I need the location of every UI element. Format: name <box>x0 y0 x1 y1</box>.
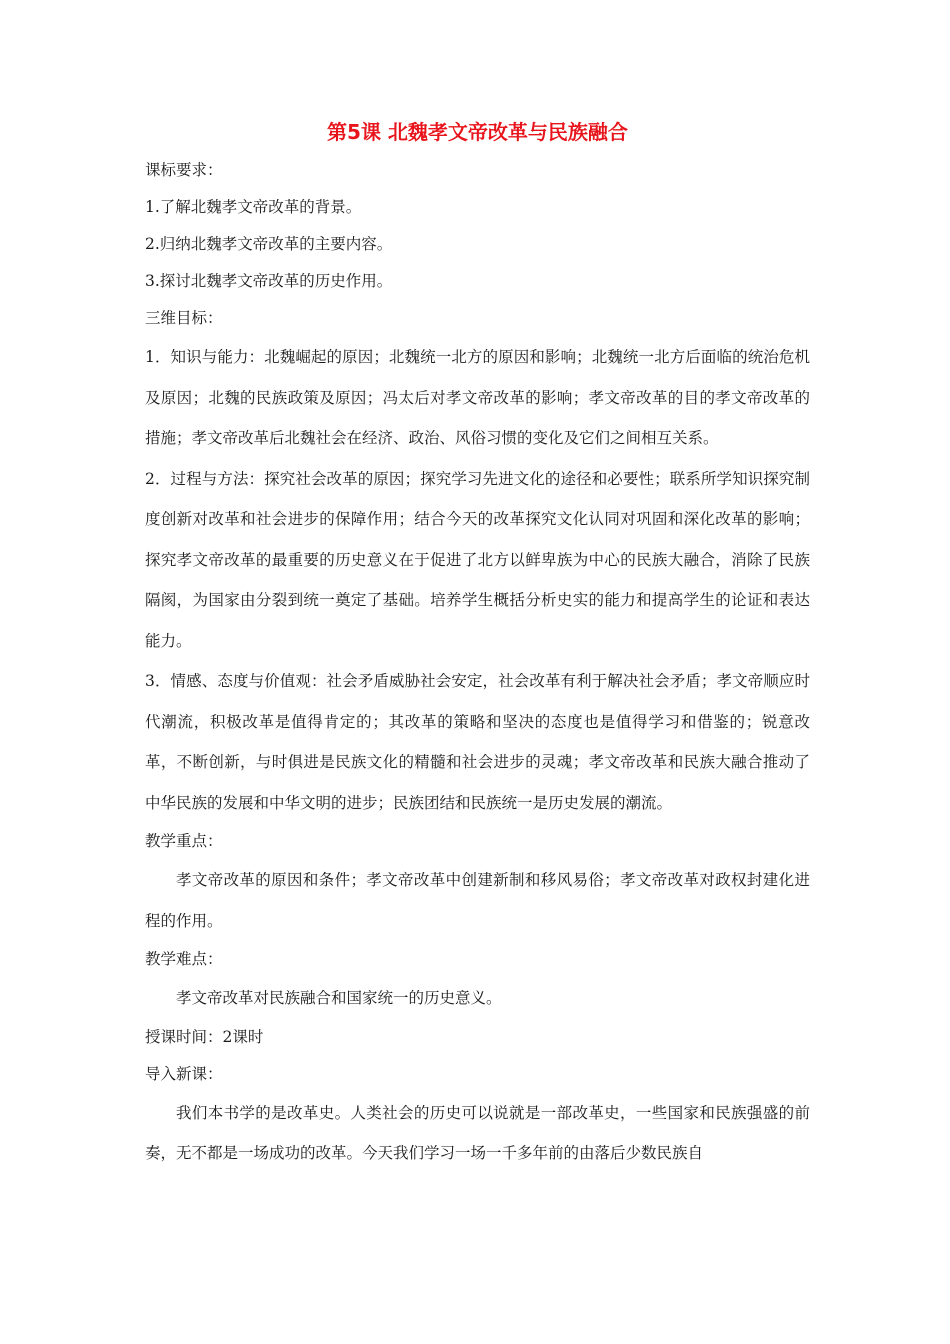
objective-attitude: 3．情感、态度与价值观：社会矛盾威胁社会安定，社会改革有利于解决社会矛盾；孝文帝顺应时代潮流，积极改革是值得肯定的；其改革的策略和坚决的态度也是值得学习和借鉴的；锐意改革，不断创新，与时俱进是民族文化的精髓和社会进步的灵魂；孝文帝改革和民族大融合推动了中华民族的发展和中华文明的进步；民族团结和民族统一是历史发展的潮流。 <box>145 672 810 812</box>
intro-text: 我们本书学的是改革史。人类社会的历史可以说就是一部改革史，一些国家和民族强盛的前奏，无不都是一场成功的改革。今天我们学习一场一千多年前的由落后少数民族自 <box>145 1103 810 1162</box>
key-points-label: 教学重点： <box>145 832 223 850</box>
lesson-title: 第5课 北魏孝文帝改革与民族融合 <box>327 120 628 144</box>
curriculum-item-3: 3.探讨北魏孝文帝改革的历史作用。 <box>145 272 393 290</box>
difficulties-text: 孝文帝改革对民族融合和国家统一的历史意义。 <box>176 989 502 1007</box>
key-points-text: 孝文帝改革的原因和条件；孝文帝改革中创建新制和移风易俗；孝文帝改革对政权封建化进程的作用。 <box>145 871 810 930</box>
difficulties-label: 教学难点： <box>145 950 223 968</box>
intro-label: 导入新课： <box>145 1064 223 1083</box>
objective-knowledge: 1．知识与能力：北魏崛起的原因；北魏统一北方的原因和影响；北魏统一北方后面临的统治危机及原因；北魏的民族政策及原因；冯太后对孝文帝改革的影响；孝文帝改革的目的孝文帝改革的措施；孝文帝改革后北魏社会在经济、政治、风俗习惯的变化及它们之间相互关系。 <box>145 348 810 447</box>
curriculum-item-2: 2.归纳北魏孝文帝改革的主要内容。 <box>145 235 393 253</box>
class-time: 授课时间：2课时 <box>145 1027 264 1046</box>
document-page <box>145 118 810 1174</box>
curriculum-label: 课标要求： <box>145 161 223 179</box>
objectives-label: 三维目标： <box>145 309 223 327</box>
curriculum-item-1: 1.了解北魏孝文帝改革的背景。 <box>145 198 362 216</box>
objective-process: 2．过程与方法：探究社会改革的原因；探究学习先进文化的途径和必要性；联系所学知识探究制度创新对改革和社会进步的保障作用；结合今天的改革探究文化认同对巩固和深化改革的影响；探究孝文帝改革的最重要的历史意义在于促进了北方以鲜卑族为中心的民族大融合，消除了民族隔阂，为国家由分裂到统一奠定了基础。培养学生概括分析史实的能力和提高学生的论证和表达能力。 <box>145 469 810 650</box>
